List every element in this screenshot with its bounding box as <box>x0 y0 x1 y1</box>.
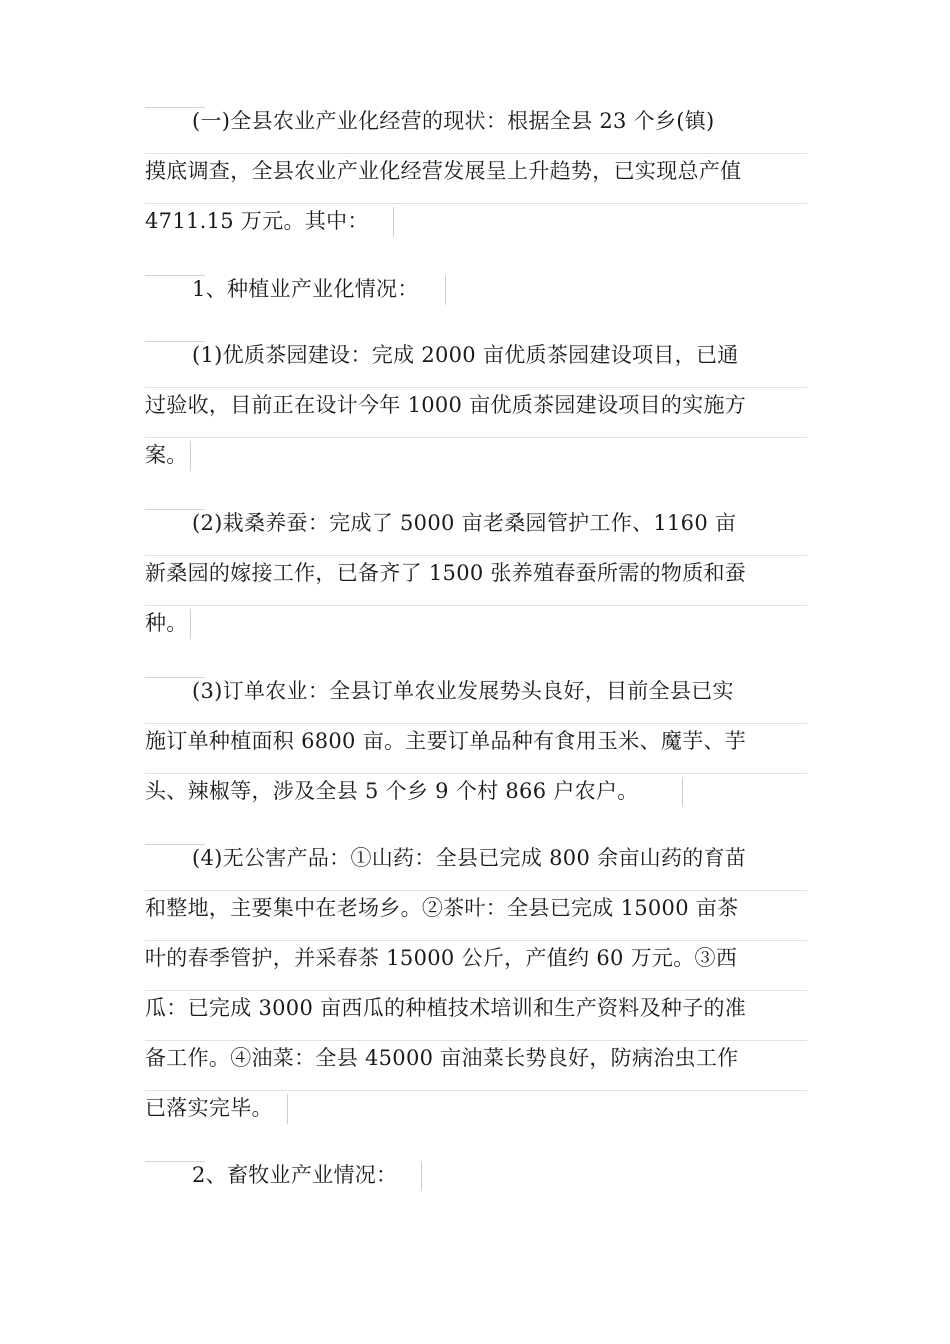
text-line: 施订单种植面积 6800 亩。主要订单品种有食用玉米、魔芋、芋 <box>145 729 747 753</box>
text-line: 摸底调查，全县农业产业化经营发展呈上升趋势，已实现总产值 <box>145 159 742 183</box>
line-end-mark <box>393 207 394 237</box>
text-line: 头、辣椒等，涉及全县 5 个乡 9 个村 866 户农户。 <box>145 779 639 803</box>
text-line: 过验收，目前正在设计今年 1000 亩优质茶园建设项目的实施方 <box>145 393 747 417</box>
text-line: 新桑园的嫁接工作，已备齐了 1500 张养殖春蚕所需的物质和蚕 <box>145 561 747 585</box>
text-line: (3)订单农业：全县订单农业发展势头良好，目前全县已实 <box>192 679 734 703</box>
line-end-mark <box>287 1094 288 1124</box>
line-end-mark <box>190 441 191 471</box>
line-end-mark <box>682 777 683 807</box>
text-line: (4)无公害产品：①山药：全县已完成 800 余亩山药的育苗 <box>192 846 747 870</box>
text-line: (一)全县农业产业化经营的现状：根据全县 23 个乡(镇) <box>192 109 715 133</box>
section-heading: 2、畜牧业产业情况： <box>192 1163 398 1187</box>
text-line: 已落实完毕。 <box>145 1096 273 1120</box>
line-end-mark <box>445 275 446 305</box>
text-line: 备工作。④油菜：全县 45000 亩油菜长势良好，防病治虫工作 <box>145 1046 739 1070</box>
line-end-mark <box>190 609 191 639</box>
text-line: 叶的春季管护，并采春茶 15000 公斤，产值约 60 万元。③西 <box>145 946 738 970</box>
text-line: 瓜：已完成 3000 亩西瓜的种植技术培训和生产资料及种子的准 <box>145 996 747 1020</box>
text-line: (2)栽桑养蚕：完成了 5000 亩老桑园管护工作、1160 亩 <box>192 511 737 535</box>
text-line: 4711.15 万元。其中： <box>145 209 369 233</box>
line-end-mark <box>421 1161 422 1191</box>
section-heading: 1、种植业产业化情况： <box>192 277 419 301</box>
text-line: 和整地，主要集中在老场乡。②茶叶：全县已完成 15000 亩茶 <box>145 896 739 920</box>
text-line: 案。 <box>145 443 188 467</box>
text-line: 种。 <box>145 611 188 635</box>
text-line: (1)优质茶园建设：完成 2000 亩优质茶园建设项目，已通 <box>192 343 739 367</box>
